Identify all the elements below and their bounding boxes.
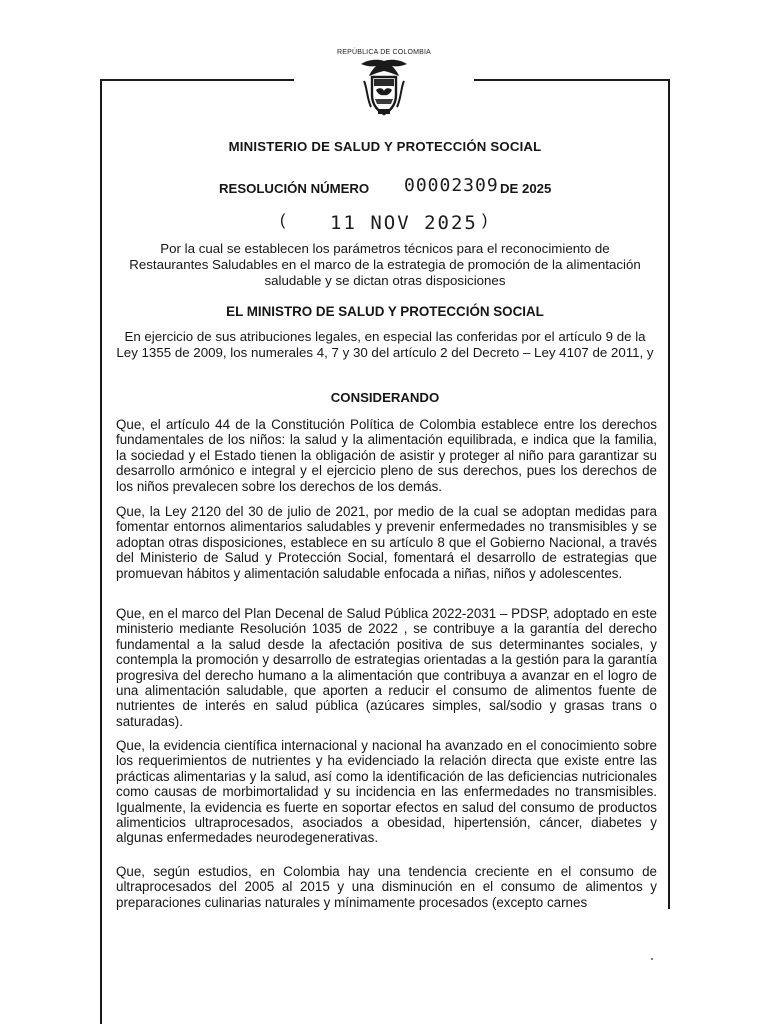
resolution-year: DE 2025 [500, 181, 552, 196]
date-close-paren: ) [482, 212, 488, 229]
resolution-number-stamp: 00002309 [404, 175, 499, 196]
resolution-label: RESOLUCIÓN NÚMERO [219, 181, 370, 196]
resolution-subject: Por la cual se establecen los parámetros técnicos para el reconocimiento de Restaurantes Saludables en el marco de la estrategia de promoción de la alimentación saludable y se dictan otras disposiciones [129, 241, 641, 288]
coat-of-arms-seal [355, 57, 413, 117]
considerando-paragraph-3: Que, en el marco del Plan Decenal de Salud Pública 2022-2031 – PDSP, adoptado en este ministerio mediante Resolución 1035 de 2022 , se contribuye a la garantía del derecho fundamental a la salud desde la afectación positiva de sus determinantes sociales, y contempla la promoción y desarrollo de estrategias orientadas a la gestión para la garantía progresiva del derecho humano a la alimentación que contribuya a avanzar en el logro de una alimentación saludable, que aporten a reducir el consumo de alimentos fuente de nutrientes de interés en salud pública (azúcares simples, sal/sodio y grasas trans o saturadas). [116, 606, 657, 729]
frame-border-top-left [100, 79, 294, 81]
ministry-heading: MINISTERIO DE SALUD Y PROTECCIÓN SOCIAL [228, 139, 542, 154]
scan-speck [651, 958, 653, 960]
resolution-date-stamp: 11 NOV 2025 [330, 212, 478, 234]
country-label: REPÚBLICA DE COLOMBIA [336, 49, 432, 56]
authority-heading: EL MINISTRO DE SALUD Y PROTECCIÓN SOCIAL [226, 304, 544, 319]
considerando-paragraph-1: Que, el artículo 44 de la Constitución Política de Colombia establece entre los derechos fundamentales de los niños: la salud y la alimentación equilibrada, e indica que la familia, la sociedad y el Estado tienen la obligación de asistir y proteger al niño para garantizar su desarrollo armónico e integral y el ejercicio pleno de sus derechos, pues los derechos de los niños prevalecen sobre los derechos de los demás. [116, 417, 657, 494]
frame-border-right [668, 79, 670, 909]
considerando-paragraph-5: Que, según estudios, en Colombia hay una tendencia creciente en el consumo de ultraprocesados del 2005 al 2015 y una disminución en el consumo de alimentos y preparaciones culinarias naturales y mínimamente procesados (excepto carnes [116, 864, 657, 910]
date-open-paren: ( [280, 212, 286, 229]
considerando-heading: CONSIDERANDO [330, 390, 440, 405]
frame-border-left [100, 79, 102, 1024]
considerando-paragraph-2: Que, la Ley 2120 del 30 de julio de 2021, por medio de la cual se adoptan medidas para fomentar entornos alimentarios saludables y prevenir enfermedades no transmisibles y se adoptan otras disposiciones, establece en su artículo 8 que el Gobierno Nacional, a través del Ministerio de Salud y Protección Social, fomentará el desarrollo de estrategias que promuevan hábitos y alimentación saludable enfocada a niñas, niños y adolescentes. [116, 504, 657, 581]
considerando-paragraph-4: Que, la evidencia científica internacional y nacional ha avanzado en el conocimiento sobre los requerimientos de nutrientes y ha evidenciado la relación directa que existe entre las prácticas alimentarias y la salud, así como la identificación de las deficiencias nutricionales como causas de morbimortalidad y su incidencia en las enfermedades no transmisibles. Igualmente, la evidencia es fuerte en soportar efectos en salud del consumo de productos alimenticios ultraprocesados, asociados a obesidad, hipertensión, cáncer, diabetes y algunas enfermedades neurodegenerativas. [116, 738, 657, 846]
frame-border-top-right [474, 79, 670, 81]
legal-powers-statement: En ejercicio de sus atribuciones legales, en especial las conferidas por el artículo 9 de la Ley 1355 de 2009, los numerales 4, 7 y 30 del artículo 2 del Decreto – Ley 4107 de 2011, y [116, 329, 654, 360]
